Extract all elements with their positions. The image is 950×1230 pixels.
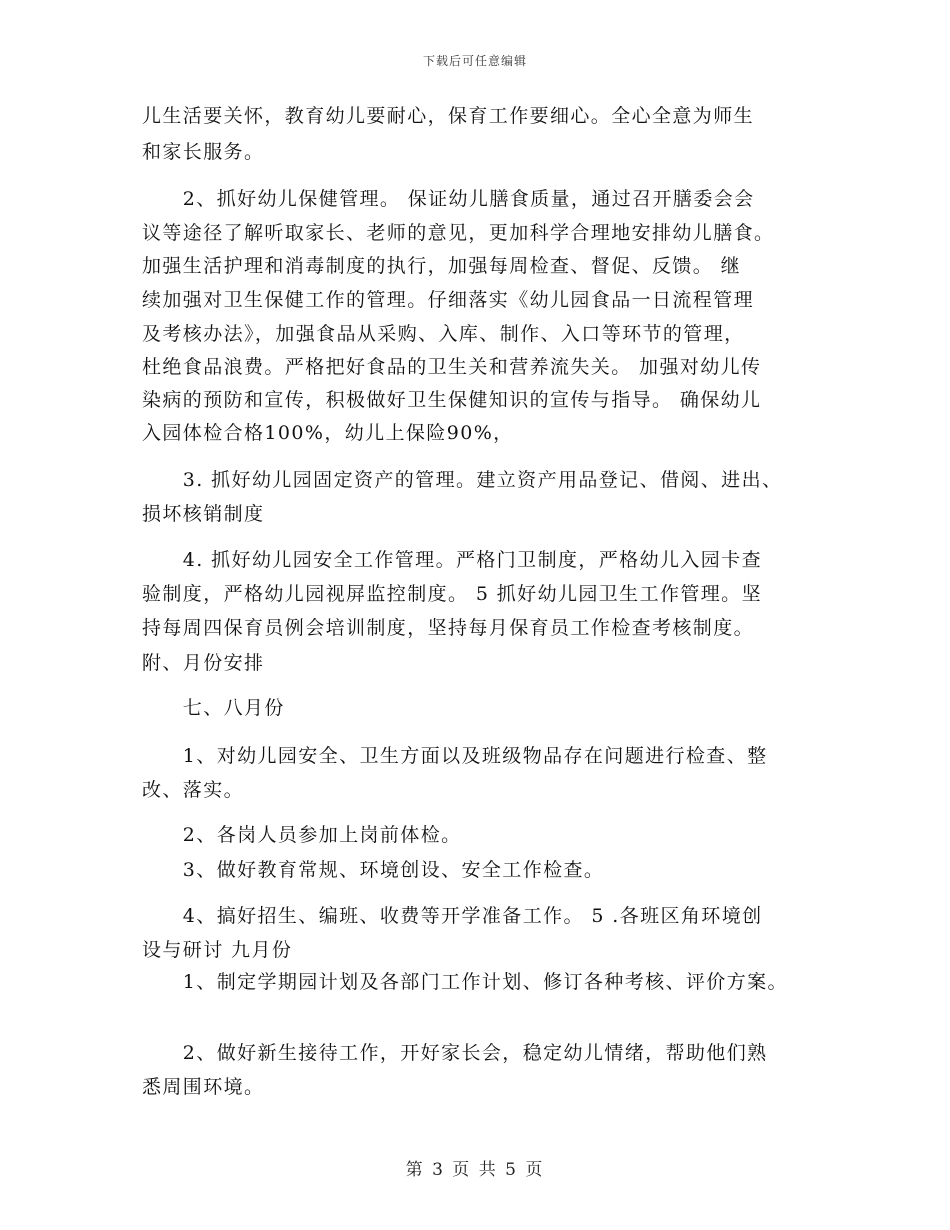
text-line: 入园体检合格100%，幼儿上保险90%， — [142, 422, 514, 444]
page-number-footer: 第 3 页 共 5 页 — [405, 1160, 545, 1180]
text-line: 儿生活要关怀，教育幼儿要耐心，保育工作要细心。全心全意为师生 — [142, 105, 755, 127]
text-line: 2、做好新生接待工作，开好家长会，稳定幼儿情绪，帮助他们熟 — [142, 1042, 768, 1064]
text-line: 1、对幼儿园安全、卫生方面以及班级物品存在问题进行检查、整 — [142, 745, 768, 767]
text-line: 续加强对卫生保健工作的管理。仔细落实《幼儿园食品一日流程管理 — [142, 289, 755, 311]
text-line: 验制度，严格幼儿园视屏监控制度。 5 抓好幼儿园卫生工作管理。坚 — [142, 583, 762, 605]
text-line: 悉周围环境。 — [142, 1076, 265, 1098]
text-line: 持每周四保育员例会培训制度，坚持每月保育员工作检查考核制度。 — [142, 617, 755, 639]
text-line: 杜绝食品浪费。严格把好食品的卫生关和营养流失关。 加强对幼儿传 — [142, 356, 762, 378]
text-line: 加强生活护理和消毒制度的执行，加强每周检查、督促、反馈。 继 — [142, 255, 742, 277]
text-line: 及考核办法》，加强食品从采购、入库、制作、入口等环节的管理， — [142, 323, 745, 345]
text-line: 2、各岗人员参加上岗前体检。 — [142, 824, 462, 846]
text-line: 2、抓好幼儿保健管理。 保证幼儿膳食质量，通过召开膳委会会 — [142, 188, 755, 210]
text-line: 附、月份安排 — [142, 652, 265, 674]
page-header-note: 下载后可任意编辑 — [422, 54, 527, 68]
text-line: 设与研讨 九月份 — [142, 939, 293, 961]
text-line: 4. 抓好幼儿园安全工作管理。严格门卫制度，严格幼儿入园卡查 — [142, 549, 762, 571]
text-line: 3. 抓好幼儿园固定资产的管理。建立资产用品登记、借阅、进出、 — [142, 469, 783, 491]
text-line: 损坏核销制度 — [142, 503, 265, 525]
text-line: 4、搞好招生、编班、收费等开学准备工作。 5 .各班区角环境创 — [142, 905, 763, 927]
text-line: 1、制定学期园计划及各部门工作计划、修订各种考核、评价方案。 — [142, 971, 788, 993]
text-line: 议等途径了解听取家长、老师的意见，更加科学合理地安排幼儿膳食。 — [142, 222, 775, 244]
text-line: 和家长服务。 — [142, 141, 265, 163]
text-line: 染病的预防和宣传，积极做好卫生保健知识的宣传与指导。 确保幼儿 — [142, 389, 762, 411]
text-line: 3、做好教育常规、环境创设、安全工作检查。 — [142, 859, 605, 881]
text-line: 七、八月份 — [142, 697, 285, 719]
text-line: 改、落实。 — [142, 779, 245, 801]
